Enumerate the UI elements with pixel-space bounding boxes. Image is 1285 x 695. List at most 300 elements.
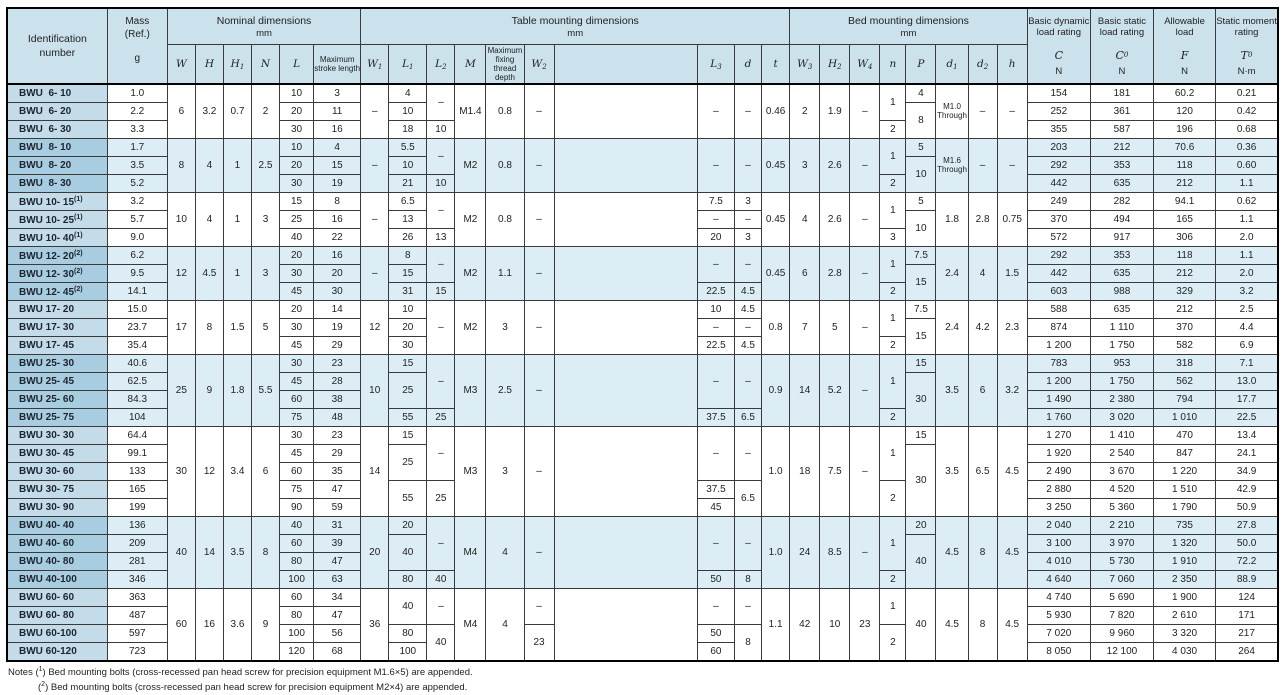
value-cell: 1 [880, 193, 906, 229]
value-cell: 15 [389, 355, 427, 373]
value-cell: 0.7 [223, 84, 251, 139]
value-cell: 2 [880, 121, 906, 139]
value-cell: 4.5 [734, 283, 761, 301]
value-cell: 3 [314, 84, 361, 103]
value-cell: 1 [880, 589, 906, 625]
value-cell: – [427, 517, 455, 571]
value-cell: 0.45 [762, 193, 790, 247]
value-cell: 1 [223, 193, 251, 247]
value-cell: 212 [1154, 175, 1216, 193]
value-cell: 12 100 [1090, 643, 1153, 662]
dimension-table [6, 7, 1279, 662]
value-cell: 9 960 [1090, 625, 1153, 643]
value-cell: 16 [314, 247, 361, 265]
value-cell: 40 [906, 589, 936, 662]
value-cell: – [850, 427, 880, 517]
value-cell: 23 [314, 355, 361, 373]
value-cell: – [524, 355, 554, 427]
value-cell: 2 540 [1090, 445, 1153, 463]
value-cell: 63 [314, 571, 361, 589]
value-cell: 1 [880, 139, 906, 175]
value-cell: 30 [280, 121, 314, 139]
value-cell: 36 [361, 589, 389, 662]
value-cell: 1 110 [1090, 319, 1153, 337]
value-cell: 47 [314, 553, 361, 571]
value-cell: – [697, 247, 734, 283]
value-cell: 75 [280, 409, 314, 427]
value-cell: 4 [314, 139, 361, 157]
value-cell: – [697, 139, 734, 193]
value-cell: 3.2 [107, 193, 167, 211]
value-cell: 60 [280, 535, 314, 553]
value-cell: – [697, 84, 734, 139]
value-cell: 100 [280, 571, 314, 589]
value-cell: 3.5 [936, 427, 968, 517]
value-cell: 442 [1027, 265, 1090, 283]
value-cell: 11 [314, 103, 361, 121]
value-cell: 20 [389, 319, 427, 337]
static-load-header: Basic static load rating C 0 N [1090, 8, 1153, 84]
value-cell: 24.1 [1216, 445, 1278, 463]
value-cell: 4 010 [1027, 553, 1090, 571]
spacer-cell [554, 589, 697, 662]
value-cell: 4.4 [1216, 319, 1278, 337]
value-cell: 2 [880, 481, 906, 517]
value-cell: 25 [427, 409, 455, 427]
value-cell: 14 [790, 355, 820, 427]
value-cell: – [697, 211, 734, 229]
value-cell: 3 970 [1090, 535, 1153, 553]
identification-cell: BWU 30- 75 [7, 481, 107, 499]
table-row [7, 427, 1278, 445]
value-cell: 45 [280, 373, 314, 391]
value-cell: 8 [968, 517, 997, 589]
value-cell: 292 [1027, 157, 1090, 175]
value-cell: – [697, 355, 734, 409]
value-cell: 1 790 [1154, 499, 1216, 517]
value-cell: 487 [107, 607, 167, 625]
value-cell: 1.1 [1216, 247, 1278, 265]
value-cell: – [734, 319, 761, 337]
value-cell: 6.9 [1216, 337, 1278, 355]
value-cell: 953 [1090, 355, 1153, 373]
value-cell: – [997, 84, 1027, 139]
value-cell: 4 640 [1027, 571, 1090, 589]
value-cell: 40 [280, 517, 314, 535]
value-cell: 6 [251, 427, 279, 517]
value-cell: 9 [195, 355, 223, 427]
identification-cell: BWU 30- 45 [7, 445, 107, 463]
value-cell: 363 [107, 589, 167, 607]
value-cell: 3 250 [1027, 499, 1090, 517]
value-cell: 12 [195, 427, 223, 517]
value-cell: 5.7 [107, 211, 167, 229]
value-cell: 2.5 [486, 355, 524, 427]
value-cell: 30 [906, 445, 936, 517]
value-cell: 60 [697, 643, 734, 662]
column-header: $L_3$ [697, 45, 734, 85]
value-cell: 217 [1216, 625, 1278, 643]
value-cell: 59 [314, 499, 361, 517]
value-cell: 4 [486, 589, 524, 662]
column-header: Maximum fixing thread depth [487, 45, 523, 83]
value-cell: 2.0 [1216, 229, 1278, 247]
value-cell: 3 [790, 139, 820, 193]
value-cell: 5 730 [1090, 553, 1153, 571]
value-cell: 10 [697, 301, 734, 319]
value-cell: 597 [107, 625, 167, 643]
value-cell: – [734, 84, 761, 139]
value-cell: 1.0 [762, 427, 790, 517]
dynamic-load-header: Basic dynamic load rating C N [1027, 8, 1090, 84]
column-header: M [455, 45, 486, 85]
value-cell: 50.0 [1216, 535, 1278, 553]
value-cell: 120 [1154, 103, 1216, 121]
value-cell: 6 [790, 247, 820, 301]
value-cell: 120 [280, 643, 314, 662]
spacer-cell [554, 517, 697, 589]
value-cell: 3 670 [1090, 463, 1153, 481]
value-cell: 8 [968, 589, 997, 662]
value-cell: 1.8 [223, 355, 251, 427]
value-cell: 292 [1027, 247, 1090, 265]
value-cell: 50.9 [1216, 499, 1278, 517]
value-cell: 40 [427, 625, 455, 662]
value-cell: 588 [1027, 301, 1090, 319]
value-cell: 1 900 [1154, 589, 1216, 607]
value-cell: – [427, 247, 455, 283]
value-cell: 133 [107, 463, 167, 481]
value-cell: 6.5 [968, 427, 997, 517]
value-cell: 10 [389, 301, 427, 319]
value-cell: M2 [455, 301, 486, 355]
value-cell: 64.4 [107, 427, 167, 445]
value-cell: 34 [314, 589, 361, 607]
value-cell: 16 [314, 211, 361, 229]
value-cell: – [850, 355, 880, 427]
value-cell: 9.0 [107, 229, 167, 247]
identification-cell: BWU 60-120 [7, 643, 107, 662]
value-cell: 3.2 [997, 355, 1027, 427]
value-cell: 4 [195, 139, 223, 193]
value-cell: 3 [734, 193, 761, 211]
value-cell: 2 [880, 337, 906, 355]
value-cell: 8 [734, 571, 761, 589]
value-cell: 2.4 [936, 247, 968, 301]
identification-cell: BWU 17- 45 [7, 337, 107, 355]
value-cell: 40 [389, 589, 427, 625]
value-cell: 7.5 [906, 301, 936, 319]
table-body [7, 84, 1278, 661]
value-cell: 587 [1090, 121, 1153, 139]
value-cell: 8 [251, 517, 279, 589]
value-cell: 2 490 [1027, 463, 1090, 481]
value-cell: 3 [734, 229, 761, 247]
identification-cell: BWU 25- 30 [7, 355, 107, 373]
value-cell: 15 [389, 427, 427, 445]
value-cell: 1 220 [1154, 463, 1216, 481]
value-cell: 1 [223, 139, 251, 193]
value-cell: – [524, 247, 554, 301]
value-cell: – [524, 139, 554, 193]
value-cell: 136 [107, 517, 167, 535]
value-cell: 37.5 [697, 409, 734, 427]
value-cell: 60 [280, 391, 314, 409]
value-cell: – [850, 84, 880, 139]
value-cell: 8 [389, 247, 427, 265]
identification-cell: BWU 17- 30 [7, 319, 107, 337]
column-header: $W_3$ [790, 45, 820, 85]
value-cell: 15 [389, 265, 427, 283]
table-row [7, 139, 1278, 157]
value-cell: 16 [314, 121, 361, 139]
value-cell: 0.42 [1216, 103, 1278, 121]
value-cell: 199 [107, 499, 167, 517]
value-cell: 7 [790, 301, 820, 355]
value-cell: 30 [280, 319, 314, 337]
value-cell: 1 [880, 84, 906, 121]
value-cell: 15 [280, 193, 314, 211]
value-cell: 24 [790, 517, 820, 589]
value-cell: 26 [389, 229, 427, 247]
spacer-cell [554, 193, 697, 247]
table-row [7, 589, 1278, 607]
value-cell: 4.2 [968, 301, 997, 355]
value-cell: 2.6 [820, 139, 850, 193]
value-cell: 29 [314, 337, 361, 355]
value-cell: – [361, 193, 389, 247]
value-cell: 8 [734, 625, 761, 662]
value-cell: 794 [1154, 391, 1216, 409]
value-cell: 1 490 [1027, 391, 1090, 409]
identification-cell: BWU 25- 45 [7, 373, 107, 391]
mass-header [107, 8, 167, 84]
value-cell: 1 [880, 427, 906, 481]
value-cell: 0.8 [762, 301, 790, 355]
value-cell: 1.1 [762, 589, 790, 662]
value-cell: 25 [280, 211, 314, 229]
value-cell: 8 [906, 103, 936, 139]
value-cell: 14 [314, 301, 361, 319]
value-cell: 13.4 [1216, 427, 1278, 445]
value-cell: 40 [167, 517, 195, 589]
value-cell: 212 [1154, 265, 1216, 283]
value-cell: 318 [1154, 355, 1216, 373]
column-header: W [167, 45, 195, 85]
value-cell: – [850, 193, 880, 247]
value-cell: 13 [427, 229, 455, 247]
value-cell: 7 020 [1027, 625, 1090, 643]
value-cell: – [734, 247, 761, 283]
value-cell: 10 [389, 157, 427, 175]
value-cell: 22 [314, 229, 361, 247]
identification-cell: BWU 60-100 [7, 625, 107, 643]
value-cell: 306 [1154, 229, 1216, 247]
value-cell: 13.0 [1216, 373, 1278, 391]
value-cell: 10 [280, 139, 314, 157]
table-header [7, 8, 1278, 84]
value-cell: 88.9 [1216, 571, 1278, 589]
footnote-1: Notes ($^1$) Bed mounting bolts (cross-recessed pan head screw for precision equipment M1.6×5) are appended. [8, 666, 473, 678]
column-header: L [280, 45, 314, 85]
value-cell: 27.8 [1216, 517, 1278, 535]
value-cell: M2 [455, 247, 486, 301]
value-cell: 6.5 [734, 481, 761, 517]
value-cell: 20 [314, 265, 361, 283]
value-cell: 100 [280, 625, 314, 643]
value-cell: 3.6 [223, 589, 251, 662]
value-cell: 10 [906, 211, 936, 247]
value-cell: 635 [1090, 301, 1153, 319]
identification-cell: BWU 30- 60 [7, 463, 107, 481]
value-cell: 4 [790, 193, 820, 247]
column-header: N [251, 45, 279, 85]
value-cell: 0.60 [1216, 157, 1278, 175]
value-cell: 1 [223, 247, 251, 301]
value-cell: – [697, 517, 734, 571]
value-cell: 12 [361, 301, 389, 355]
identification-cell: BWU 40- 80 [7, 553, 107, 571]
nominal-dimensions-header: Nominal dimensions mm [167, 8, 360, 45]
table-row [7, 193, 1278, 211]
value-cell: 154 [1027, 84, 1090, 103]
value-cell: 165 [107, 481, 167, 499]
value-cell: 25 [389, 373, 427, 409]
column-header: $L_1$ [389, 45, 427, 85]
column-header: $H_1$ [223, 45, 251, 85]
value-cell: 10 [167, 193, 195, 247]
value-cell: 5 360 [1090, 499, 1153, 517]
value-cell: – [734, 427, 761, 481]
value-cell: 0.68 [1216, 121, 1278, 139]
value-cell: 874 [1027, 319, 1090, 337]
value-cell: 3.4 [223, 427, 251, 517]
table-row [7, 517, 1278, 535]
value-cell: 8 [195, 301, 223, 355]
value-cell: 1.8 [936, 193, 968, 247]
value-cell: 4 [906, 84, 936, 103]
identification-cell: BWU 6- 30 [7, 121, 107, 139]
value-cell: 30 [389, 337, 427, 355]
mass-title: Mass (Ref.) [124, 16, 150, 40]
value-cell: 2 [880, 175, 906, 193]
value-cell: – [997, 139, 1027, 193]
value-cell: 582 [1154, 337, 1216, 355]
identification-cell: BWU 30- 90 [7, 499, 107, 517]
value-cell: 8.5 [820, 517, 850, 589]
value-cell: 1 320 [1154, 535, 1216, 553]
value-cell: 3 020 [1090, 409, 1153, 427]
value-cell: 3 320 [1154, 625, 1216, 643]
value-cell: 37.5 [697, 481, 734, 499]
value-cell: 2.3 [997, 301, 1027, 355]
value-cell: 281 [107, 553, 167, 571]
value-cell: 30 [280, 427, 314, 445]
value-cell: 2.5 [1216, 301, 1278, 319]
value-cell: 7.5 [906, 247, 936, 265]
value-cell: 5 [906, 139, 936, 157]
identification-header: Identification number [7, 8, 107, 84]
value-cell: M4 [455, 589, 486, 662]
value-cell: – [361, 84, 389, 139]
value-cell: 72.2 [1216, 553, 1278, 571]
value-cell: 15 [427, 283, 455, 301]
value-cell: 14 [195, 517, 223, 589]
value-cell: 90 [280, 499, 314, 517]
value-cell: 1.9 [820, 84, 850, 139]
mass-unit: g [134, 52, 141, 64]
value-cell: 723 [107, 643, 167, 662]
value-cell: – [524, 84, 554, 139]
value-cell: 20 [697, 229, 734, 247]
value-cell: – [697, 427, 734, 481]
value-cell: 3.2 [195, 84, 223, 139]
value-cell: 3.2 [1216, 283, 1278, 301]
value-cell: 39 [314, 535, 361, 553]
value-cell: 34.9 [1216, 463, 1278, 481]
identification-cell: BWU 8- 30 [7, 175, 107, 193]
value-cell: 40 [427, 571, 455, 589]
value-cell: 2 [251, 84, 279, 139]
value-cell: M2 [455, 139, 486, 193]
value-cell: 20 [280, 247, 314, 265]
value-cell: 22.5 [697, 337, 734, 355]
value-cell: 3 [486, 427, 524, 517]
value-cell: 1 270 [1027, 427, 1090, 445]
value-cell: 4 [389, 84, 427, 103]
value-cell: 6 [968, 355, 997, 427]
value-cell: 2 380 [1090, 391, 1153, 409]
value-cell: 60 [280, 589, 314, 607]
value-cell: 1 920 [1027, 445, 1090, 463]
table-row [7, 84, 1278, 103]
column-header: $L_2$ [427, 45, 455, 85]
value-cell: 23 [524, 625, 554, 662]
value-cell: 18 [389, 121, 427, 139]
value-cell: 31 [314, 517, 361, 535]
column-header: h [997, 45, 1027, 85]
value-cell: 45 [697, 499, 734, 517]
value-cell: 75 [280, 481, 314, 499]
value-cell: 38 [314, 391, 361, 409]
value-cell: 212 [1154, 301, 1216, 319]
value-cell: 0.36 [1216, 139, 1278, 157]
value-cell: 847 [1154, 445, 1216, 463]
spacer-header [554, 45, 697, 85]
value-cell: 30 [280, 355, 314, 373]
value-cell: 209 [107, 535, 167, 553]
value-cell: 2 880 [1027, 481, 1090, 499]
value-cell: 0.8 [486, 84, 524, 139]
value-cell: 25 [427, 481, 455, 517]
value-cell: 4 520 [1090, 481, 1153, 499]
column-header: P [906, 45, 936, 85]
value-cell: 1.1 [486, 247, 524, 301]
value-cell: 0.8 [486, 139, 524, 193]
value-cell: 70.6 [1154, 139, 1216, 157]
identification-cell: BWU 40-100 [7, 571, 107, 589]
spacer-cell [554, 355, 697, 427]
value-cell: 196 [1154, 121, 1216, 139]
value-cell: – [850, 247, 880, 301]
identification-cell: BWU 10- 40$^{(1)}$ [7, 229, 107, 247]
value-cell: – [697, 589, 734, 625]
value-cell: 1 [880, 517, 906, 571]
value-cell: 1.1 [1216, 175, 1278, 193]
identification-cell: BWU 17- 20 [7, 301, 107, 319]
value-cell: 30 [280, 175, 314, 193]
value-cell: 20 [389, 517, 427, 535]
